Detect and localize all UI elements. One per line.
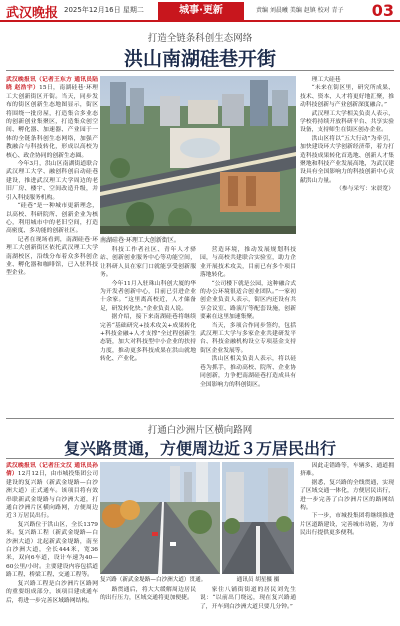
paragraph: 12月12日，由市城投集团公司建设的复兴路（新武金堤路—白沙洲大道）正式通车。该项目将有效串联新武金堤路与白沙洲大道，打通白沙洲片区横向路网，方便周边近３万居民出行。 xyxy=(6,471,98,520)
road-photo-image xyxy=(100,462,220,574)
story2-headline: 复兴路贯通，方便周边近３万居民出行 xyxy=(63,439,336,458)
story2-photo-road xyxy=(100,462,220,574)
paragraph: “未来在街区里，研究所成果、技术、资本、人才将更好地汇聚，推动科技创新与产业创新深度融合。” xyxy=(300,85,394,109)
paragraph: 武汉理工大学相关负责人表示，学校将持续开放科研平台、共享实验设备，支持师生在街区创办企业。 xyxy=(300,110,394,134)
story1-kicker: 打造全链条科创生态网络 xyxy=(147,33,253,44)
paragraph: 当天，多项合作同步签约，包括武汉理工大学与多家企业共建研发平台、科技金融机构设立专项基金支持街区企业发展等。 xyxy=(200,322,296,354)
masthead xyxy=(0,0,400,22)
paragraph: “硅巷”是一种城市更新理念，以高校、科研院所、创新企业为核心，利用城市中的老旧空间，打造高密度、多功能的创新社区。 xyxy=(6,203,98,235)
story2-column-1 xyxy=(6,462,98,622)
paragraph: 家住八铺街街道的居民刘先生说：“以前出门绕远，现在复兴路通了，开车到白沙洲大道只要几分钟。” xyxy=(200,587,296,610)
story1-photo xyxy=(100,76,296,234)
section-tag: 城事·更新 xyxy=(158,2,244,20)
story2-kicker: 打通白沙洲片区横向路网 xyxy=(147,425,253,436)
paragraph: 据悉，复兴路的全线贯通，实现了区域交通一体化，方便居民出行，进一步完善了白沙洲片区的路网结构。 xyxy=(300,479,394,512)
paragraph: 营造环境，推动发展规划科技园，与高校共建联合实验室，助力企业开展技术攻关，目前已有多个项目落地转化。 xyxy=(200,247,296,279)
story2-photo-street xyxy=(222,462,294,574)
divider xyxy=(6,458,394,459)
paragraph: 据介绍，接下来南湖硅巷将继续完善“基础研究+技术攻关+成果转化+科技金融+人才支撑”全过程创新生态链，加大对科技型中小企业的扶持力度，推动更多科技成果在洪山就地转化、产业化。 xyxy=(100,314,196,363)
paragraph: 下一步，市城投集团将继续推进片区道路建设，完善城市功能，为市民出行提供更多便利。 xyxy=(300,513,394,537)
story1-column-2 xyxy=(100,246,196,414)
story1-column-4 xyxy=(300,76,394,414)
story1-column-1 xyxy=(6,76,98,414)
paragraph: 今年3月，洪山区南湖街道联合武汉理工大学、融创科创启动硅巷建设，推进武汉理工大学周边的老旧厂房、楼宇、空间改造升级，并引入科技服务机构。 xyxy=(6,161,98,201)
story2-byline: 武汉晚报讯（记者汪文汉 通讯员孙倩） xyxy=(6,463,98,478)
paragraph: 记者在现场看到，南湖硅巷·环理工大创新街区依托武汉理工大学南湖校区，沿线分布着众多科创企业、孵化器和咖啡馆，已入驻科技型企业。 xyxy=(6,236,98,277)
story2-column-3 xyxy=(200,586,296,624)
paragraph: 复兴路工程是白沙洲片区路网的重要组成部分，该项目建成通车后，将进一步完善区域路网结构。 xyxy=(6,580,98,604)
aerial-photo-image xyxy=(100,76,296,234)
paragraph: 科技工作者社区、青年人才驿站、创新创业服务中心等功能空间，让科研人员在家门口就能享受创新服务。 xyxy=(100,247,196,279)
story1-column-3 xyxy=(200,246,296,414)
paragraph: 路贯通后，将大大缓解周边居民的出行压力，区域交通将更加便捷。 xyxy=(100,587,196,602)
story2-column-4 xyxy=(300,462,394,622)
paragraph: 15日，南湖硅巷·环理工大创新街区开街。当天，同步发布的街区创新生态地图显示，街区将围绕一批房屋，打造集合多业态的创新创业集聚区，打造集众创空间、孵化器、加速器、产业园于一体的全链条科创生态网络，加强产教融合与科技转化，形成以高校为核心、政企协同的创新生态圈。 xyxy=(6,85,98,159)
editors-line: 责编 刘晨曦 美编 赵镇 校对 青子 xyxy=(256,7,344,14)
paragraph: 今年11月入驻珠山科创大厦的华为开发者创新中心，目前已引进企业十余家。“这里离高校近，人才储备足，研发转化快。”企业负责人说。 xyxy=(100,280,196,312)
story2-photo-caption: 复兴路（新武金堤路—白沙洲大道）贯通。 xyxy=(100,577,207,583)
divider xyxy=(6,418,394,419)
story1-byline: 武汉晚报讯（记者王东方 通讯员陆晓 赵浩宇） xyxy=(6,77,98,92)
paragraph: 理工大硅巷 xyxy=(311,77,341,83)
newspaper-logo: 武汉晚报 xyxy=(6,6,59,21)
divider xyxy=(6,70,394,71)
issue-date: 2025年12月16日 星期二 xyxy=(64,6,144,14)
photo-credit: 通讯员 胡星摄 摄 xyxy=(236,577,280,583)
paragraph: 复兴路位于洪山区，全长1379米。复兴路工程（新武金堤路—白沙洲大道）北起新武金堤路，南至白沙洲大道，全长444米，宽36米，双向6车道，设计车速为40—60公里/小时。主要建设内容包括道路工程、桥梁工程、交通工程等。 xyxy=(6,521,98,579)
page-number: 03 xyxy=(371,1,394,20)
paragraph: 因此走错路等，车辆多、通道拥挤难。 xyxy=(300,463,394,478)
street-photo-image xyxy=(222,462,294,574)
paragraph: 洪山区将以“五大行动”为牵引，加快建设环大学创新经济带，着力打造科技成果转化首选地、创新人才集聚地和科技产业发展高地，为武汉建设具有全国影响力的科技创新中心贡献洪山力量。 xyxy=(300,135,394,184)
credit-line: （参与采写：宋晨宽） xyxy=(336,186,394,193)
paragraph: 洪山区相关负责人表示，将以硅巷为抓手，推动高校、院所、企业协同创新，力争把南湖硅巷打造成具有全国影响力的科创街区。 xyxy=(200,356,296,388)
story2-column-2 xyxy=(100,586,196,624)
story1-photo-caption: 南湖硅巷·环理工大创新街区。 xyxy=(100,237,180,244)
paragraph: “公司楼下就是公园，这种融合式的办公环境很适合创业团队。”一家初创企业负责人表示，街区内还设有共享会议室、路演厅等配套设施，创新要素在这里加速集聚。 xyxy=(200,280,296,321)
story1-headline: 洪山南湖硅巷开街 xyxy=(123,48,276,70)
